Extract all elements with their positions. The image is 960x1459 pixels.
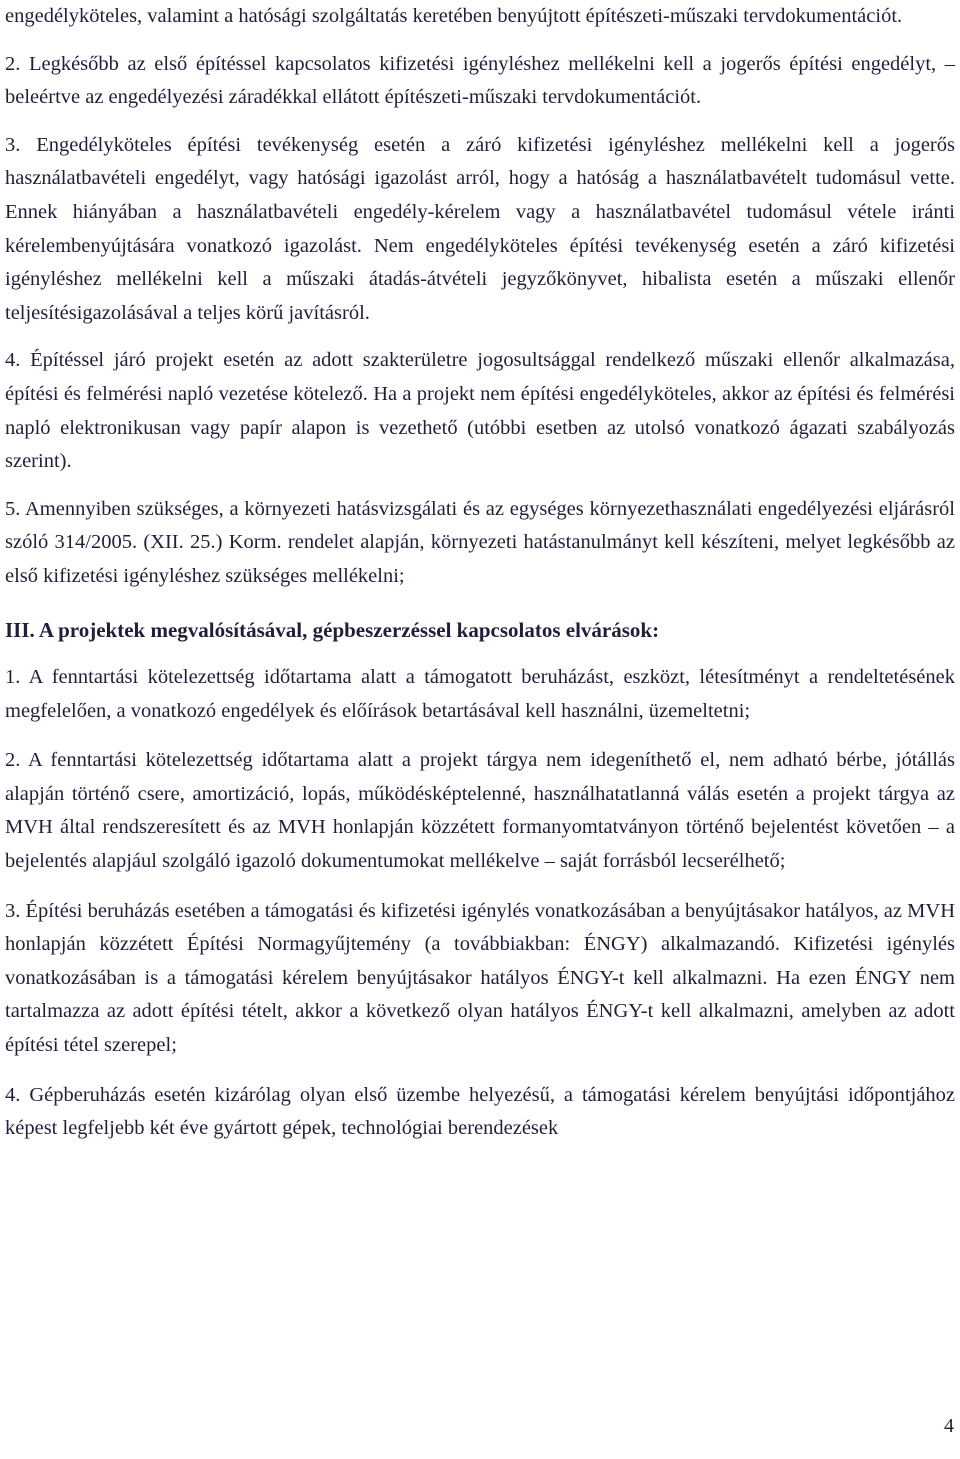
section-heading: III. A projektek megvalósításával, gépbeszerzéssel kapcsolatos elvárások:: [5, 617, 660, 642]
section-item-2: 2. A fenntartási kötelezettség időtartama alatt a projekt tárgya nem idegeníthető el, nem adható bérbe, jótállás alapján történő csere, amortizáció, lopás, működésképtelenné, használhatatlanná válás esetén a projekt tárgya az MVH által rendszeresített és az MVH honlapján közzétett formanyomtatványon történő bejelentést követően – a bejelentés alapjául szolgáló igazoló dokumentumokat mellékelve – saját forrásból lecserélhető;: [5, 749, 955, 873]
page-number: 4: [944, 1415, 954, 1437]
section-item-3: 3. Építési beruházás esetében a támogatási és kifizetési igénylés vonatkozásában a benyújtásakor hatályos, az MVH honlapján közzétett Építési Normagyűjtemény (a továbbiakban: ÉNGY) alkalmazandó. Kifizetési igénylés vonatkozásában is a támogatási kérelem benyújtásakor hatályos ÉNGY-t kell alkalmazni. Ha ezen ÉNGY nem tartalmazza az adott építési tételt, akkor a következő olyan hatályos ÉNGY-t kell alkalmazni, amelyben az adott építési tétel szerepel;: [5, 899, 955, 1057]
paragraph-item-3: 3. Engedélyköteles építési tevékenység esetén a záró kifizetési igényléshez mellékelni kell a jogerős használatbavételi engedélyt, vagy hatósági igazolást arról, hogy a hatóság a használatbavételt tudomásul vette. Ennek hiányában a használatbavételi engedély-kérelem vagy a használatbavétel tudomásul vétele iránti kérelembenyújtására vonatkozó igazolást. Nem engedélyköteles építési tevékenység esetén a záró kifizetési igényléshez mellékelni kell a műszaki átadás-átvételi jegyzőkönyvet, hibalista esetén a műszaki ellenőr teljesítésigazolásával a teljes körű javításról.: [5, 133, 955, 324]
paragraph-intro: engedélyköteles, valamint a hatósági szolgáltatás keretében benyújtott építészeti-műszaki tervdokumentációt.: [5, 5, 903, 27]
paragraph-item-4: 4. Építéssel járó projekt esetén az adott szakterületre jogosultsággal rendelkező műszaki ellenőr alkalmazása, építési és felmérési napló vezetése kötelező. Ha a projekt nem építési engedélyköteles, akkor az építési és felmérési napló elektronikusan vagy papír alapon is vezethető (utóbbi esetben az utolsó vonatkozó ágazati szabályozás szerint).: [5, 349, 955, 473]
paragraph-item-2: 2. Legkésőbb az első építéssel kapcsolatos kifizetési igényléshez mellékelni kell a jogerős építési engedélyt, – beleértve az engedélyezési záradékkal ellátott építészeti-műszaki tervdokumentációt.: [5, 52, 955, 109]
paragraph-item-5: 5. Amennyiben szükséges, a környezeti hatásvizsgálati és az egységes környezethasználati engedélyezési eljárásról szóló 314/2005. (XII. 25.) Korm. rendelet alapján, környezeti hatástanulmányt kell készíteni, melyet legkésőbb az első kifizetési igényléshez szükséges mellékelni;: [5, 497, 955, 587]
section-item-1: 1. A fenntartási kötelezettség időtartama alatt a támogatott beruházást, eszközt, létesítményt a rendeltetésének megfelelően, a vonatkozó engedélyek és előírások betartásával kell használni, üzemeltetni;: [5, 666, 955, 722]
document-page: [5, 0, 955, 1146]
section-item-4: 4. Gépberuházás esetén kizárólag olyan első üzembe helyezésű, a támogatási kérelem benyújtási időpontjához képest legfeljebb két éve gyártott gépek, technológiai berendezések: [5, 1083, 955, 1140]
